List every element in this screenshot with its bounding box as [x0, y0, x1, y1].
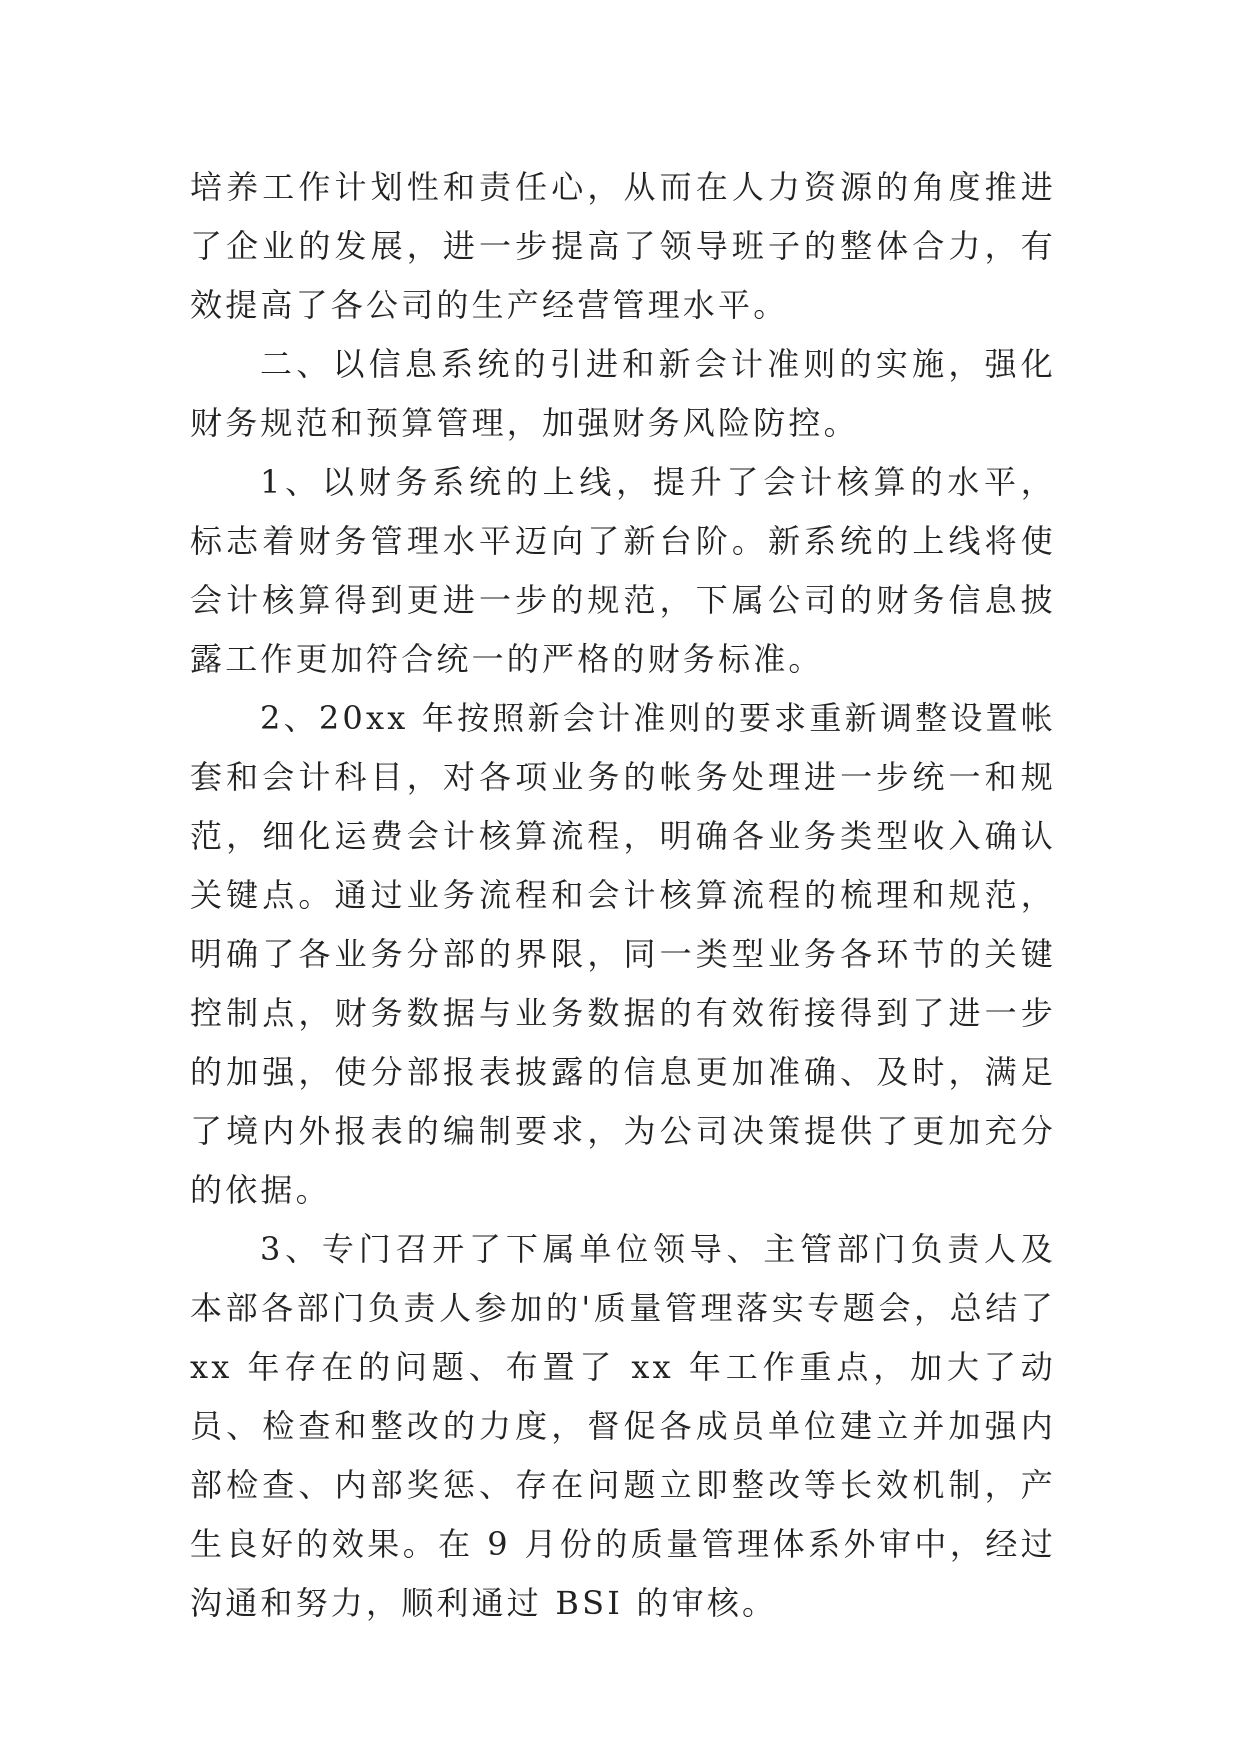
paragraph-item-2: 2、20xx 年按照新会计准则的要求重新调整设置帐套和会计科目，对各项业务的帐务处理进一步统一和规范，细化运费会计核算流程，明确各业务类型收入确认关键点。通过业务流程和会计核算流程的梳理和规范，明确了各业务分部的界限，同一类型业务各环节的关键控制点，财务数据与业务数据的有效衔接得到了进一步的加强，使分部报表披露的信息更加准确、及时，满足了境内外报表的编制要求，为公司决策提供了更加充分的依据。: [190, 699, 1056, 1209]
paragraph-section-two-heading: 二、以信息系统的引进和新会计准则的实施，强化财务规范和预算管理，加强财务风险防控。: [190, 345, 1056, 442]
document-body: [190, 158, 1056, 1633]
paragraph-item-1: 1、以财务系统的上线，提升了会计核算的水平，标志着财务管理水平迈向了新台阶。新系统的上线将使会计核算得到更进一步的规范，下属公司的财务信息披露工作更加符合统一的严格的财务标准。: [190, 463, 1056, 678]
paragraph-hr-continuation: 培养工作计划性和责任心，从而在人力资源的角度推进了企业的发展，进一步提高了领导班子的整体合力，有效提高了各公司的生产经营管理水平。: [190, 168, 1056, 324]
paragraph-item-3: 3、专门召开了下属单位领导、主管部门负责人及本部各部门负责人参加的'质量管理落实专题会，总结了 xx 年存在的问题、布置了 xx 年工作重点，加大了动员、检查和整改的力度，督促各成员单位建立并加强内部检查、内部奖惩、存在问题立即整改等长效机制，产生良好的效果。在 9 月份的质量管理体系外审中，经过沟通和努力，顺利通过 BSI 的审核。: [190, 1230, 1056, 1622]
